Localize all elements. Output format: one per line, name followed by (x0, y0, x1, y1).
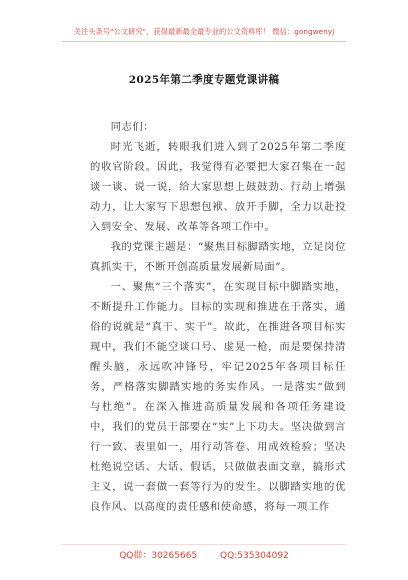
footer-qq-group: QQ群：30265665 (119, 551, 198, 561)
paragraph-2: 我的党课主题是：“聚焦目标脚踏实地，立足岗位真抓实干，不断开创高质量发展新局面”。 (90, 241, 346, 273)
salutation: 同志们： (110, 121, 155, 133)
document-body (90, 117, 346, 517)
paragraph-3: 一、聚焦“三个落实”，在实现目标中脚踏实地，不断提升工作能力。目标的实现和推进在于落实，通俗的说就是“真干、实干”。故此，在推进各项目标实现中，我们不能空谈口号、虚晃一枪，而是要保持清醒头脑，永远吹冲锋号，牢记2025年各项目标任务，严格落实脚踏实地的务实作风。一是落实“做到与杜绝”。在深入推进高质量发展和各项任务建设中，我们的党员干部要在“实”上下功夫。坚决做到言行一致、表里如一，用行动答卷、用成效检验；坚决杜绝说空话、大话、假话，只做做表面文章，搞形式主义，说一套做一套等行为的发生。以脚踏实地的优良作风、以高度的责任感和使命感，将每一项工作 (90, 281, 346, 513)
footer-divider (62, 544, 346, 545)
footer-qq-number: QQ:535304092 (220, 551, 289, 561)
document-title: 2025年第二季度专题党课讲稿 (128, 74, 280, 86)
header-divider (62, 41, 346, 42)
header-promo-note: 关注头条号"公文研究"，获得最新最全最专业的公文资料库！ 微信：gongwenyj (73, 27, 335, 36)
footer-contact (0, 548, 408, 561)
paragraph-1: 时光飞逝，转眼我们进入到了2025年第二季度的收官阶段。因此，我觉得有必要把大家召集在一起谈一谈、说一说，给大家思想上鼓鼓劲、行动上增强动力，让大家写下思想包袱、放开手脚，全力以赴投入到安全、发展、改革等各项工作中。 (90, 141, 346, 233)
